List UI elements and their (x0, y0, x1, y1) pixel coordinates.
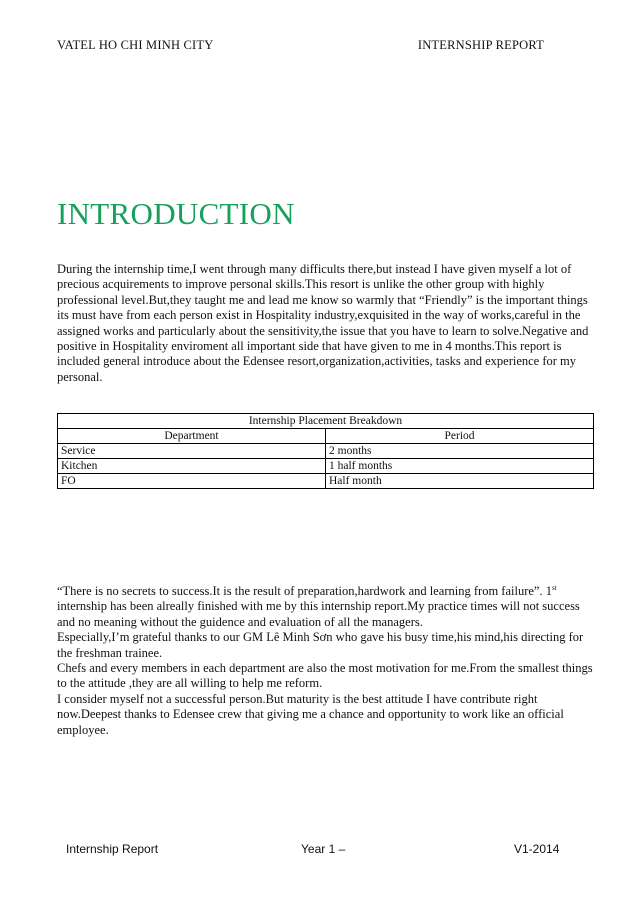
table-cell-department: FO (58, 474, 326, 489)
table-row (58, 459, 594, 474)
closing-section (57, 584, 593, 738)
closing-quote-paragraph (57, 584, 593, 630)
page-title: INTRODUCTION (57, 196, 295, 231)
closing-quote-text: “There is no secrets to success.It is the result of preparation,hardwork and learning from failure”. 1 (57, 584, 552, 598)
table-row (58, 474, 594, 489)
table-row (58, 444, 594, 459)
table-cell-period: 2 months (326, 444, 594, 459)
intro-section (57, 262, 593, 385)
column-header-department: Department (58, 429, 326, 444)
closing-crew-thanks: I consider myself not a successful person.But maturity is the best attitude I have contribute right now.Deepest thanks to Edensee crew that giving me a chance and opportunity to work like an official employee. (57, 691, 564, 737)
column-header-period: Period (326, 429, 594, 444)
table-cell-period: Half month (326, 474, 594, 489)
header-report-title: INTERNSHIP REPORT (417, 38, 544, 52)
table-cell-department: Service (58, 444, 326, 459)
footer-version: V1-2014 (514, 842, 560, 856)
closing-gm-thanks: Especially,I’m grateful thanks to our GM Lê Minh Sơn who gave his busy time,his mind,his directing for the freshman trainee. (57, 630, 584, 660)
table-cell-department: Kitchen (58, 459, 326, 474)
footer-report-name: Internship Report (66, 842, 159, 856)
placement-table (57, 413, 594, 489)
table-header-row (58, 429, 594, 444)
header-school: VATEL HO CHI MINH CITY (57, 38, 214, 52)
ordinal-superscript: st (551, 583, 557, 592)
footer-year: Year 1 – (301, 842, 346, 856)
table-cell-period: 1 half months (326, 459, 594, 474)
table-caption: Internship Placement Breakdown (58, 414, 594, 429)
intro-paragraph: During the internship time,I went through many difficults there,but instead I have given myself a lot of precious acquirements to improve personal skills.This resort is unlike the other group with highly professional level.But,they taught me and lead me know so warmly that “Friendly” is the important things its must have from each person exist in Hospitality industry,exquisited in the way of works,careful in the assigned works and particularly about the sensitivity,the issue that you have to learn to solve.Negative and positive in Hospitality enviroment all important side that have given to me in 4 months.This report is included general introduce about the Edensee resort,organization,activities, tasks and experience for my personal. (57, 262, 589, 384)
closing-quote-continuation: internship has been alreally finished with me by this internship report.My practice times will not success and no meaning without the guidence and evaluation of all the managers. (57, 599, 580, 629)
table-caption-row (58, 414, 594, 429)
closing-chefs-thanks: Chefs and every members in each department are also the most motivation for me.From the smallest things to the attitude ,they are all willing to help me reform. (57, 661, 593, 691)
